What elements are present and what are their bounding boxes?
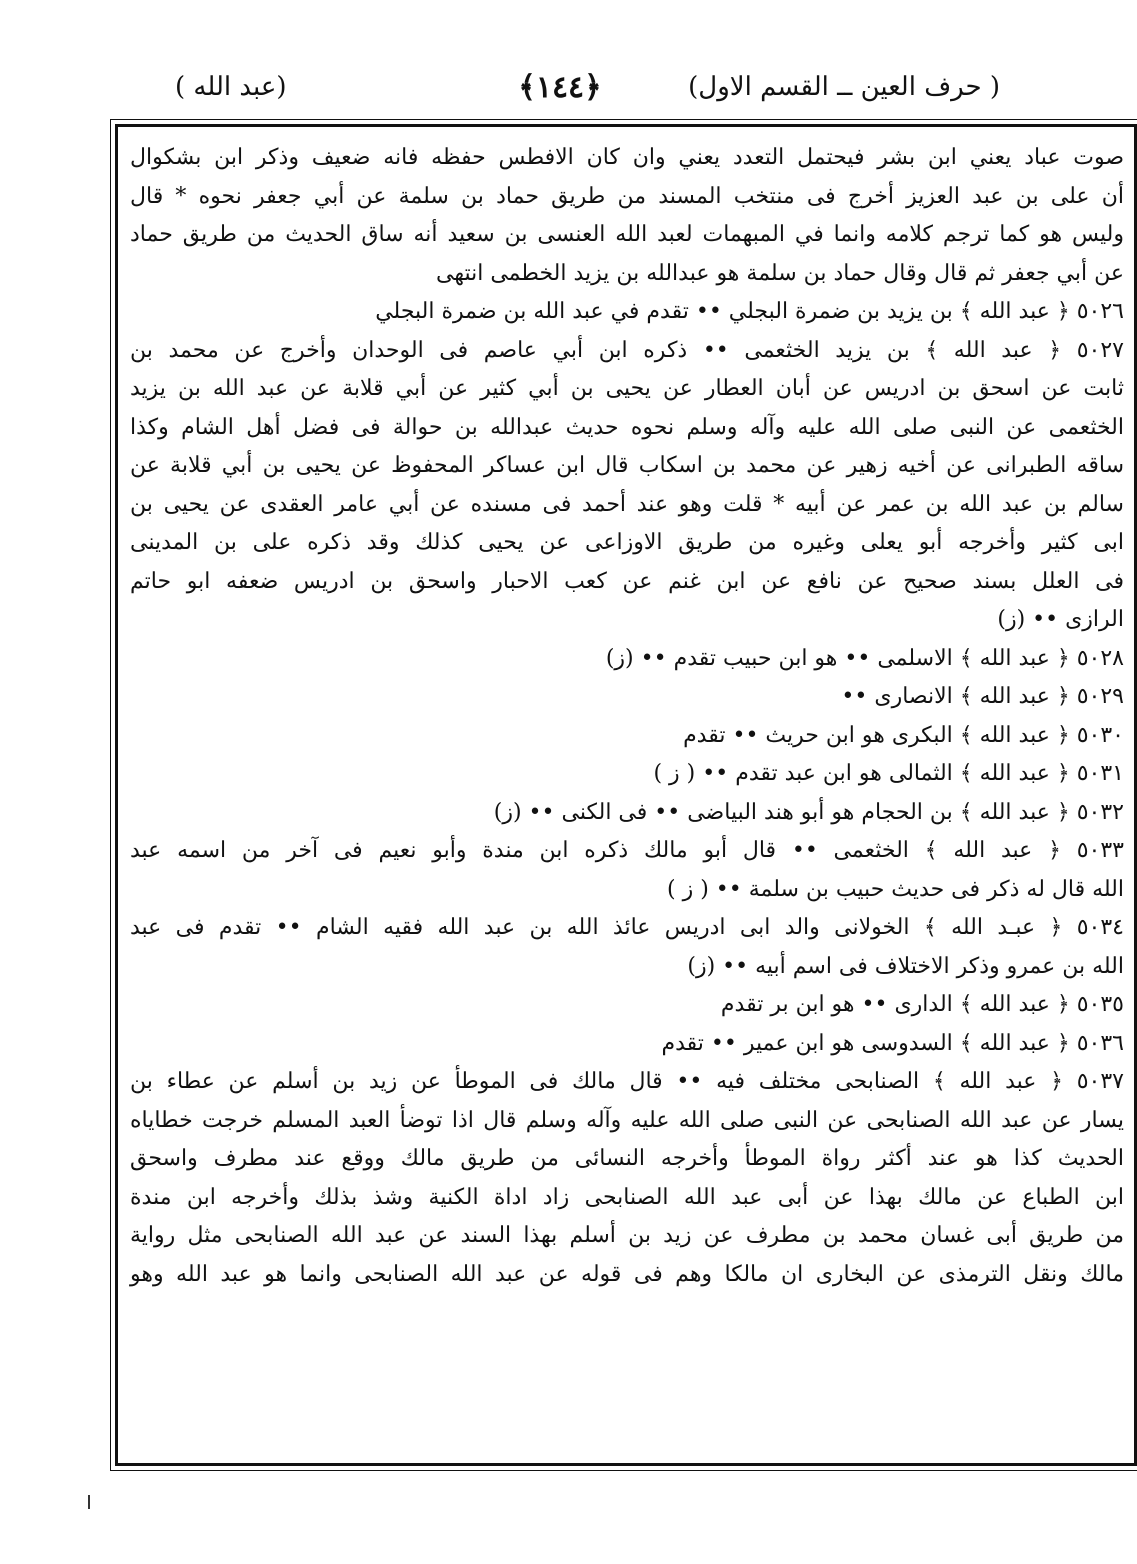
text-line: وليس هو كما ترجم كلامه وانما في المبهمات لعبد الله العنسى بن سعيد أنه ساق الحديث من طريق حماد (130, 222, 1124, 247)
text-line: الحديث كذا هو عند أكثر رواة الموطأ وأخرجه النسائى من طريق مالك ووقع عند مطرف واسحق (130, 1146, 1124, 1171)
entry-5026: ٥٠٢٦ ﴿ عبد الله ﴾ بن يزيد بن ضمرة البجلي •• تقدم في عبد الله بن ضمرة البجلي (375, 299, 1124, 324)
entry-5037: ٥٠٣٧ ﴿ عبد الله ﴾ الصنابحى مختلف فيه •• قال مالك فى الموطأ عن زيد بن أسلم عن عطاء بن (130, 1069, 1124, 1094)
page-frame (115, 124, 1137, 1466)
text-line: صوت عباد يعني ابن بشر فيحتمل التعدد يعني وان كان الافطس حفظه فانه ضعيف وذكر ابن بشكوال (130, 145, 1124, 170)
text-line: الرازى •• (ز) (997, 607, 1124, 632)
entry-5030: ٥٠٣٠ ﴿ عبد الله ﴾ البكرى هو ابن حريث •• تقدم (683, 722, 1124, 748)
entry-5029: ٥٠٢٩ ﴿ عبد الله ﴾ الانصارى •• (841, 684, 1124, 709)
page-number: ﴿١٤٤﴾ (518, 70, 602, 105)
entry-5036: ٥٠٣٦ ﴿ عبد الله ﴾ السدوسى هو ابن عمير •• تقدم (661, 1030, 1124, 1056)
text-line: الله قال له ذكر فى حديث حبيب بن سلمة •• ( ز ) (667, 876, 1124, 902)
text-line: يسار عن عبد الله الصنابحى عن النبى صلى الله عليه وآله وسلم قال اذا توضأ العبد المسلم خرجت خطاياه (130, 1107, 1124, 1133)
entry-5033: ٥٠٣٣ ﴿ عبد الله ﴾ الخثعمى •• قال أبو مالك ذكره ابن مندة وأبو نعيم فى آخر من اسمه عبد (130, 838, 1124, 863)
entry-5032: ٥٠٣٢ ﴿ عبد الله ﴾ بن الحجام هو أبو هند البياضى •• فى الكنى •• (ز) (493, 799, 1124, 825)
entry-5034: ٥٠٣٤ ﴿ عبـد الله ﴾ الخولانى والد ابى ادريس عائذ الله بن عبد الله فقيه الشام •• تقدم فى عبد (130, 915, 1124, 940)
text-line: ساقه الطبرانى عن أخيه زهير عن محمد بن اسكاب قال ابن عساكر المحفوظ عن يحيى بن أبي قلابة عن (130, 453, 1124, 478)
entry-5028: ٥٠٢٨ ﴿ عبد الله ﴾ الاسلمى •• هو ابن حبيب تقدم •• (ز) (605, 645, 1124, 671)
text-line: الله بن عمرو وذكر الاختلاف فى اسم أبيه •• (ز) (687, 953, 1124, 979)
entry-5031: ٥٠٣١ ﴿ عبد الله ﴾ الثمالى هو ابن عبد تقدم •• ( ز ) (653, 761, 1124, 786)
text-line: فى العلل بسند صحيح عن نافع عن ابن غنم عن كعب الاحبار واسحق بن ادريس ضعفه ابو حاتم (130, 568, 1124, 594)
text-line: الخثعمى عن النبى صلى الله عليه وآله وسلم نحوه حديث عبدالله بن حوالة فى فضل أهل الشام وكذا (130, 414, 1124, 440)
section-title: ( حرف العين ــ القسم الاول) (688, 72, 1000, 102)
body-text (130, 139, 1124, 1294)
text-line: عن أبي جعفر ثم قال وقال حماد بن سلمة هو عبدالله بن يزيد الخطمى انتهى (436, 260, 1124, 286)
entry-5027: ٥٠٢٧ ﴿ عبد الله ﴾ بن يزيد الخثعمى •• ذكره ابن أبي عاصم فى الوحدان وأخرج عن محمد بن (130, 337, 1124, 363)
margin-mark (88, 1495, 90, 1509)
text-line: ابى كثير وأخرجه أبو يعلى وغيره من طريق الاوزاعى عن يحيى كذلك وقد ذكره على بن المدينى (130, 530, 1124, 555)
entry-5035: ٥٠٣٥ ﴿ عبد الله ﴾ الدارى •• هو ابن بر تقدم (720, 992, 1124, 1017)
text-line: سالم بن عبد الله بن عمر عن أبيه * قلت وهو عند أحمد فى مسنده عن أبي عامر العقدى عن يحيى بن (130, 491, 1124, 517)
text-line: أن على بن عبد العزيز أخرج فى منتخب المسند من طريق حماد بن سلمة عن أبي جعفر نحوه * قال (130, 183, 1124, 209)
page-header (120, 66, 1000, 118)
text-line: من طريق أبى غسان محمد بن مطرف عن زيد بن أسلم بهذا السند عن عبد الله الصنابحى مثل رواية (130, 1223, 1124, 1248)
running-head-name: (عبد الله ) (175, 72, 287, 102)
text-line: ثابت عن اسحق بن ادريس عن أبان العطار عن يحيى بن أبي كثير عن أبي قلابة عن عبد الله بن يزيد (130, 376, 1124, 401)
text-line: ابن الطباع عن مالك بهذا عن أبى عبد الله الصنابحى زاد اداة الكنية وشذ بذلك وأخرجه ابن مندة (130, 1184, 1124, 1210)
text-line: مالك ونقل الترمذى عن البخارى ان مالكا وهم فى قوله عن عبد الله الصنابحى وانما هو عبد الله وهو (130, 1261, 1124, 1287)
